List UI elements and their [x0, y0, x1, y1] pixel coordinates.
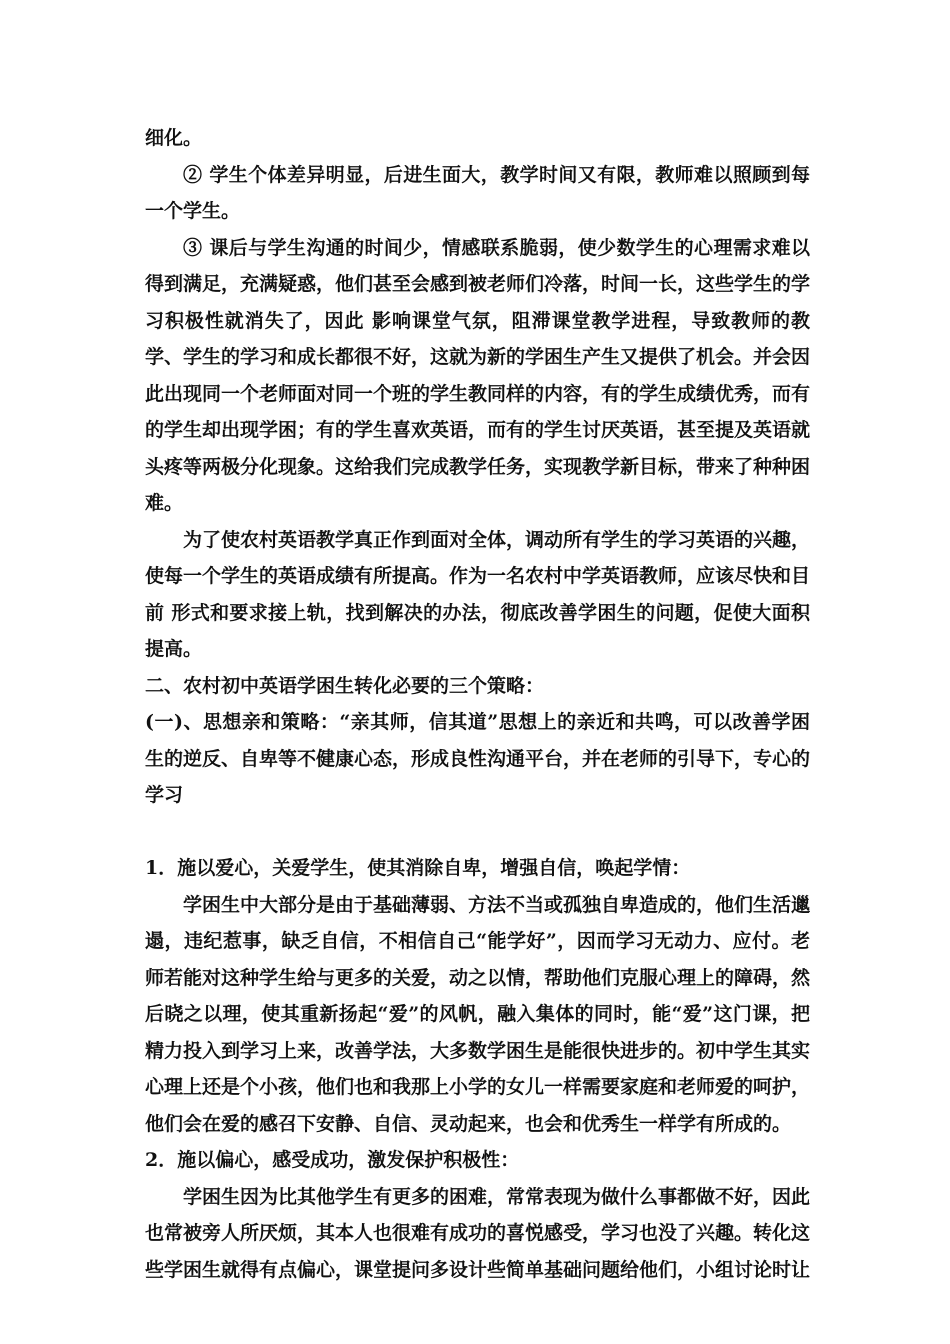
paragraph-favoritism: 学困生因为比其他学生有更多的困难，常常表现为做什么事都做不好，因此也常被旁人所厌烦，其本人也很难有成功的喜悦感受，学习也没了兴趣。转化这些学困生就得有点偏心，课堂提问多设计些简单基础问题给他们，小组讨论时让 — [145, 1185, 811, 1281]
paragraph-point-3: ③ 课后与学生沟通的时间少，情感联系脆弱，使少数学生的心理需求难以得到满足，充满疑惑，他们甚至会感到被老师们冷落，时间一长，这些学生的学习积极性就消失了，因此 影响课堂气氛，阻滞课堂教学进程，导致教师的教学、学生的学习和成长都很不好，这就为新的学困生产生又提供了机会。并会因此出现同一个老师面对同一个班的学生教同样的内容，有的学生成绩优秀，而有的学生却出现学困；有的学生喜欢英语，而有的学生讨厌英语，甚至提及英语就头疼等两极分化现象。这给我们完成教学任务，实现教学新目标，带来了种种困难。 — [145, 236, 811, 514]
blank-line — [145, 814, 810, 851]
paragraph-continuation: 细化。 — [145, 127, 203, 149]
section-heading-strategies: 二、农村初中英语学困生转化必要的三个策略： — [145, 674, 545, 697]
item-heading-love: 1．施以爱心，关爱学生，使其消除自卑，增强自信，唤起学情： — [145, 857, 691, 879]
subsection-heading-affinity: (一)、思想亲和策略：“亲其师，信其道”思想上的亲近和共鸣，可以改善学困生的逆反、自卑等不健康心态，形成良性沟通平台，并在老师的引导下，专心的学习 — [145, 711, 811, 806]
paragraph-love: 学困生中大部分是由于基础薄弱、方法不当或孤独自卑造成的，他们生活邋遢，违纪惹事，缺乏自信，不相信自己“能学好”，因而学习无动力、应付。老师若能对这种学生给与更多的关爱，动之以情，帮助他们克服心理上的障碍，然后晓之以理，使其重新扬起“爱”的风帆，融入集体的同时，能“爱”这门课，把精力投入到学习上来，改善学法，大多数学困生是能很快进步的。初中学生其实心理上还是个小孩，他们也和我那上小学的女儿一样需要家庭和老师爱的呵护，他们会在爱的感召下安静、自信、灵动起来，也会和优秀生一样学有所成的。 — [145, 893, 811, 1135]
document-body — [145, 120, 810, 1288]
paragraph-goal: 为了使农村英语教学真正作到面对全体，调动所有学生的学习英语的兴趣，使每一个学生的英语成绩有所提高。作为一名农村中学英语教师，应该尽快和目前 形式和要求接上轨，找到解决的办法，彻底改善学困生的问题，促使大面积提高。 — [145, 528, 811, 660]
paragraph-point-2: ② 学生个体差异明显，后进生面大，教学时间又有限，教师难以照顾到每一个学生。 — [145, 163, 810, 222]
item-heading-favoritism: 2．施以偏心，感受成功，激发保护积极性： — [145, 1149, 520, 1171]
